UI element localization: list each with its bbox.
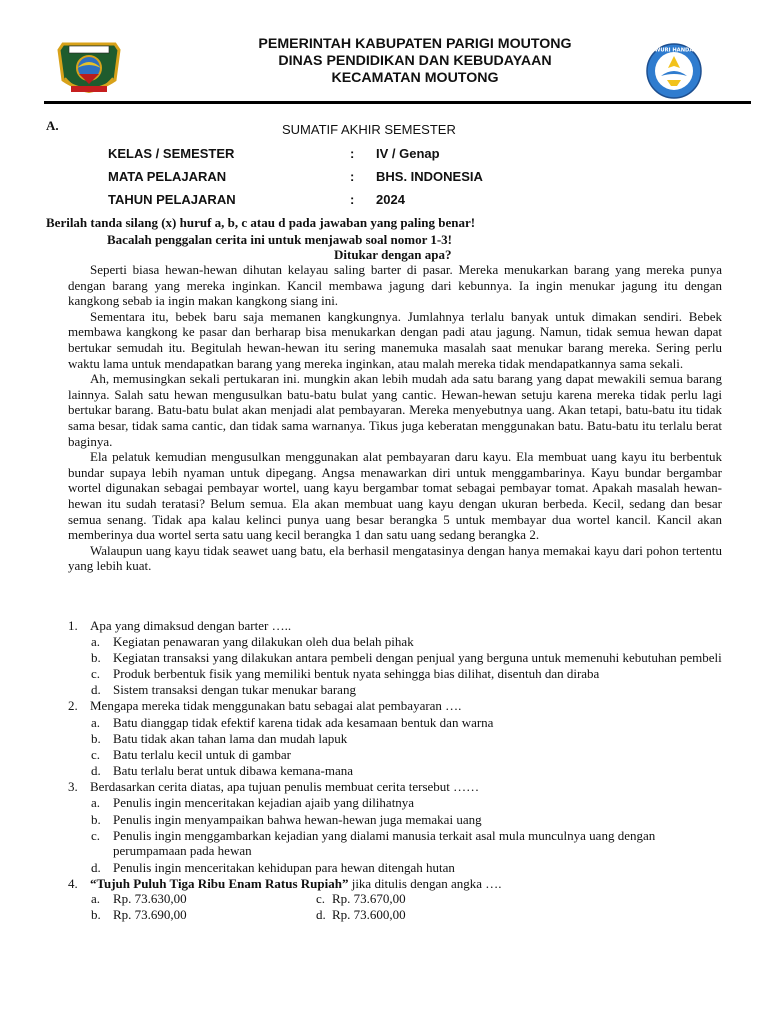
info-label-mapel: MATA PELAJARAN: [108, 169, 227, 184]
story-paragraph: Ah, memusingkan sekali pertukaran ini. mungkin akan lebih mudah ada satu barang yang dapat mewakili semua barang lainnya. Salah satu hewan mengusulkan batu-batu bulat yang cantic. Hewan-hewan setuju karena mereka tidak perlu lagi bertukar barang. Batu-batu bulat akan menjadi alat pembayaran. Mereka menyebutnya uang. Akan tetapi, batu-batu itu tidak sama besar, tidak sama cantic, dan tidak sama warnanya. Tikus juga keberatan menggunakan batu. Batu-batu itu terlalu berat baginya.: [68, 371, 722, 449]
option[interactable]: [68, 860, 728, 876]
option-letter: d.: [91, 682, 101, 698]
option-letter: a.: [91, 714, 101, 730]
option-letter: d.: [91, 763, 101, 779]
letterhead-line-2: DINAS PENDIDIKAN DAN KEBUDAYAAN: [278, 53, 552, 69]
option-text: Batu terlalu kecil untuk di gambar: [113, 746, 291, 762]
option-letter: d.: [91, 859, 101, 875]
section-label: A.: [46, 118, 59, 133]
option-letter: c.: [91, 666, 101, 682]
option-text: Kegiatan transaksi yang dilakukan antara pembeli dengan penjual yang berguna untuk memenuhi kebutuhan pembeli: [113, 649, 722, 665]
option-letter: a.: [91, 633, 101, 649]
option[interactable]: [68, 715, 728, 731]
option-text: Penulis ingin menceritakan kehidupan para hewan ditengah hutan: [113, 859, 455, 875]
info-label-tahun: TAHUN PELAJARAN: [108, 192, 236, 207]
info-colon: :: [350, 169, 355, 184]
option-letter: a.: [91, 795, 101, 811]
info-value-mapel: BHS. INDONESIA: [376, 169, 483, 184]
option-text: Batu dianggap tidak efektif karena tidak ada kesamaan bentuk dan warna: [113, 714, 494, 730]
option-text: Rp. 73.690,00: [113, 907, 187, 923]
story-paragraph: Seperti biasa hewan-hewan dihutan kelayau saling barter di pasar. Mereka menukarkan barang yang mereka punya dengan barang yang mereka inginkan. Kancil membawa jagung dari kebunnya. Ia ingin menukar jagung itu dengan kangkong sebab ia ingin makan kangkong siang ini.: [68, 262, 722, 309]
question-text-bold: “Tujuh Puluh Tiga Ribu Enam Ratus Rupiah”: [90, 875, 349, 891]
option-text: Sistem transaksi dengan tukar menukar barang: [113, 682, 356, 698]
question-number: 4.: [68, 875, 78, 891]
main-instruction: Berilah tanda silang (x) huruf a, b, c atau d pada jawaban yang paling benar!: [46, 215, 476, 230]
option[interactable]: [68, 763, 728, 779]
option[interactable]: [68, 666, 728, 682]
question-1: [68, 618, 728, 634]
option[interactable]: [91, 907, 316, 923]
option-text: Rp. 73.670,00: [332, 891, 406, 907]
logo-text: TUT WURI HANDAYANI: [641, 47, 707, 54]
question-number: 1.: [68, 617, 78, 633]
option-row: [68, 907, 728, 923]
option[interactable]: [68, 828, 728, 859]
question-list: [68, 617, 728, 923]
option-text: Rp. 73.630,00: [113, 891, 187, 907]
story-title: Ditukar dengan apa?: [334, 247, 452, 262]
question-text: jika ditulis dengan angka ….: [348, 875, 502, 891]
option-row: [68, 891, 728, 907]
question-4: [68, 876, 728, 892]
tut-wuri-handayani-logo-icon: [637, 42, 711, 100]
story-paragraph: Walaupun uang kayu tidak seawet uang batu, ela berhasil mengatasinya dengan hanya memakai kayu dari pohon tertentu yang lebih kuat.: [68, 542, 722, 574]
option[interactable]: [68, 634, 728, 650]
letterhead-line-1: PEMERINTAH KABUPATEN PARIGI MOUTONG: [258, 36, 572, 52]
question-number: 2.: [68, 698, 78, 714]
option-letter: c.: [91, 827, 101, 843]
option[interactable]: [91, 891, 316, 907]
story-paragraph: Sementara itu, bebek baru saja memanen kangkungnya. Jumlahnya terlalu banyak untuk dimakan sendiri. Bebek membawa kangkong ke pasar dan berharap bisa menukarkan dengan padi atau jagung. Namun, tidak semua hewan dapat bertukar semudah itu. Begitulah hewan-hewan itu sering manemuka masalah saat menukar barang mereka. Sering perlu waktu lama untuk mendapatkan barang yang mereka inginkan, atau malah mereka tidak mendapatkannya sama sekali.: [68, 308, 722, 371]
letterhead-divider: [44, 101, 751, 104]
info-colon: :: [350, 146, 355, 161]
reading-instruction: Bacalah penggalan cerita ini untuk menjawab soal nomor 1-3!: [107, 232, 453, 247]
letterhead-line-3: KECAMATAN MOUTONG: [331, 70, 499, 86]
option-text: Rp. 73.600,00: [332, 907, 406, 923]
option[interactable]: [68, 650, 728, 666]
option-letter: c.: [316, 891, 326, 907]
option-letter: b.: [91, 649, 101, 665]
story-text: [68, 262, 722, 574]
option-letter: b.: [91, 730, 101, 746]
option[interactable]: [68, 682, 728, 698]
info-value-tahun: 2024: [376, 192, 405, 207]
option[interactable]: [68, 795, 728, 811]
option[interactable]: [316, 891, 541, 907]
option-text: Batu tidak akan tahan lama dan mudah lapuk: [113, 730, 348, 746]
option-text: Batu terlalu berat untuk dibawa kemana-mana: [113, 763, 354, 779]
option[interactable]: [68, 812, 728, 828]
info-label-kelas: KELAS / SEMESTER: [108, 146, 235, 161]
question-2: [68, 698, 728, 714]
option[interactable]: [68, 747, 728, 763]
option-letter: b.: [91, 907, 101, 923]
option-letter: c.: [91, 746, 101, 762]
info-colon: :: [350, 192, 355, 207]
option-text: Penulis ingin menyampaikan bahwa hewan-hewan juga memakai uang: [113, 811, 482, 827]
option[interactable]: [316, 907, 541, 923]
option[interactable]: [68, 731, 728, 747]
option-text: Penulis ingin menggambarkan kejadian yang dialami manusia terkait asal mula munculnya uang dengan perumpamaan pada hewan: [113, 827, 656, 859]
exam-title: SUMATIF AKHIR SEMESTER: [282, 122, 456, 137]
option-text: Penulis ingin menceritakan kejadian ajaib yang dilihatnya: [113, 795, 415, 811]
option-letter: a.: [91, 891, 101, 907]
question-text: Berdasarkan cerita diatas, apa tujuan penulis membuat cerita tersebut ……: [90, 779, 480, 795]
question-number: 3.: [68, 779, 78, 795]
story-paragraph: Ela pelatuk kemudian mengusulkan menggunakan alat pembayaran daru kayu. Ela membuat uang kayu itu berbentuk bundar supaya lebih nyaman untuk dipegang. Angsa menawarkan diri untuk menggambarinya. Kayu bundar bergambar wortel digunakan sebagai pembayar wortel, uang kayu bergambar tomat sebagai pembayar tomat. Apakah masalah hewan-hewan itu sudah teratasi? Belum semua. Ela akan membuat uang kayu dengan ukuran berbeda. Kecil, sedang dan besar semua senang. Tidak apa kalau kelinci punya uang besar berangka 5 untuk membayar dua wortel kancil. Kancil akan memberinya dua wortel serta satu uang kecil berangka 1 dan satu uang sedang berangka 2.: [68, 449, 722, 543]
option-letter: b.: [91, 811, 101, 827]
option-letter: d.: [316, 907, 326, 923]
option-text: Kegiatan penawaran yang dilakukan oleh dua belah pihak: [113, 633, 414, 649]
option-text: Produk berbentuk fisik yang memiliki bentuk nyata sehingga bias dilihat, disentuh dan diraba: [113, 666, 600, 682]
question-text: Apa yang dimaksud dengan barter …..: [90, 617, 292, 633]
question-text: Mengapa mereka tidak menggunakan batu sebagai alat pembayaran ….: [90, 698, 462, 714]
info-value-kelas: IV / Genap: [376, 146, 440, 161]
question-3: [68, 779, 728, 795]
